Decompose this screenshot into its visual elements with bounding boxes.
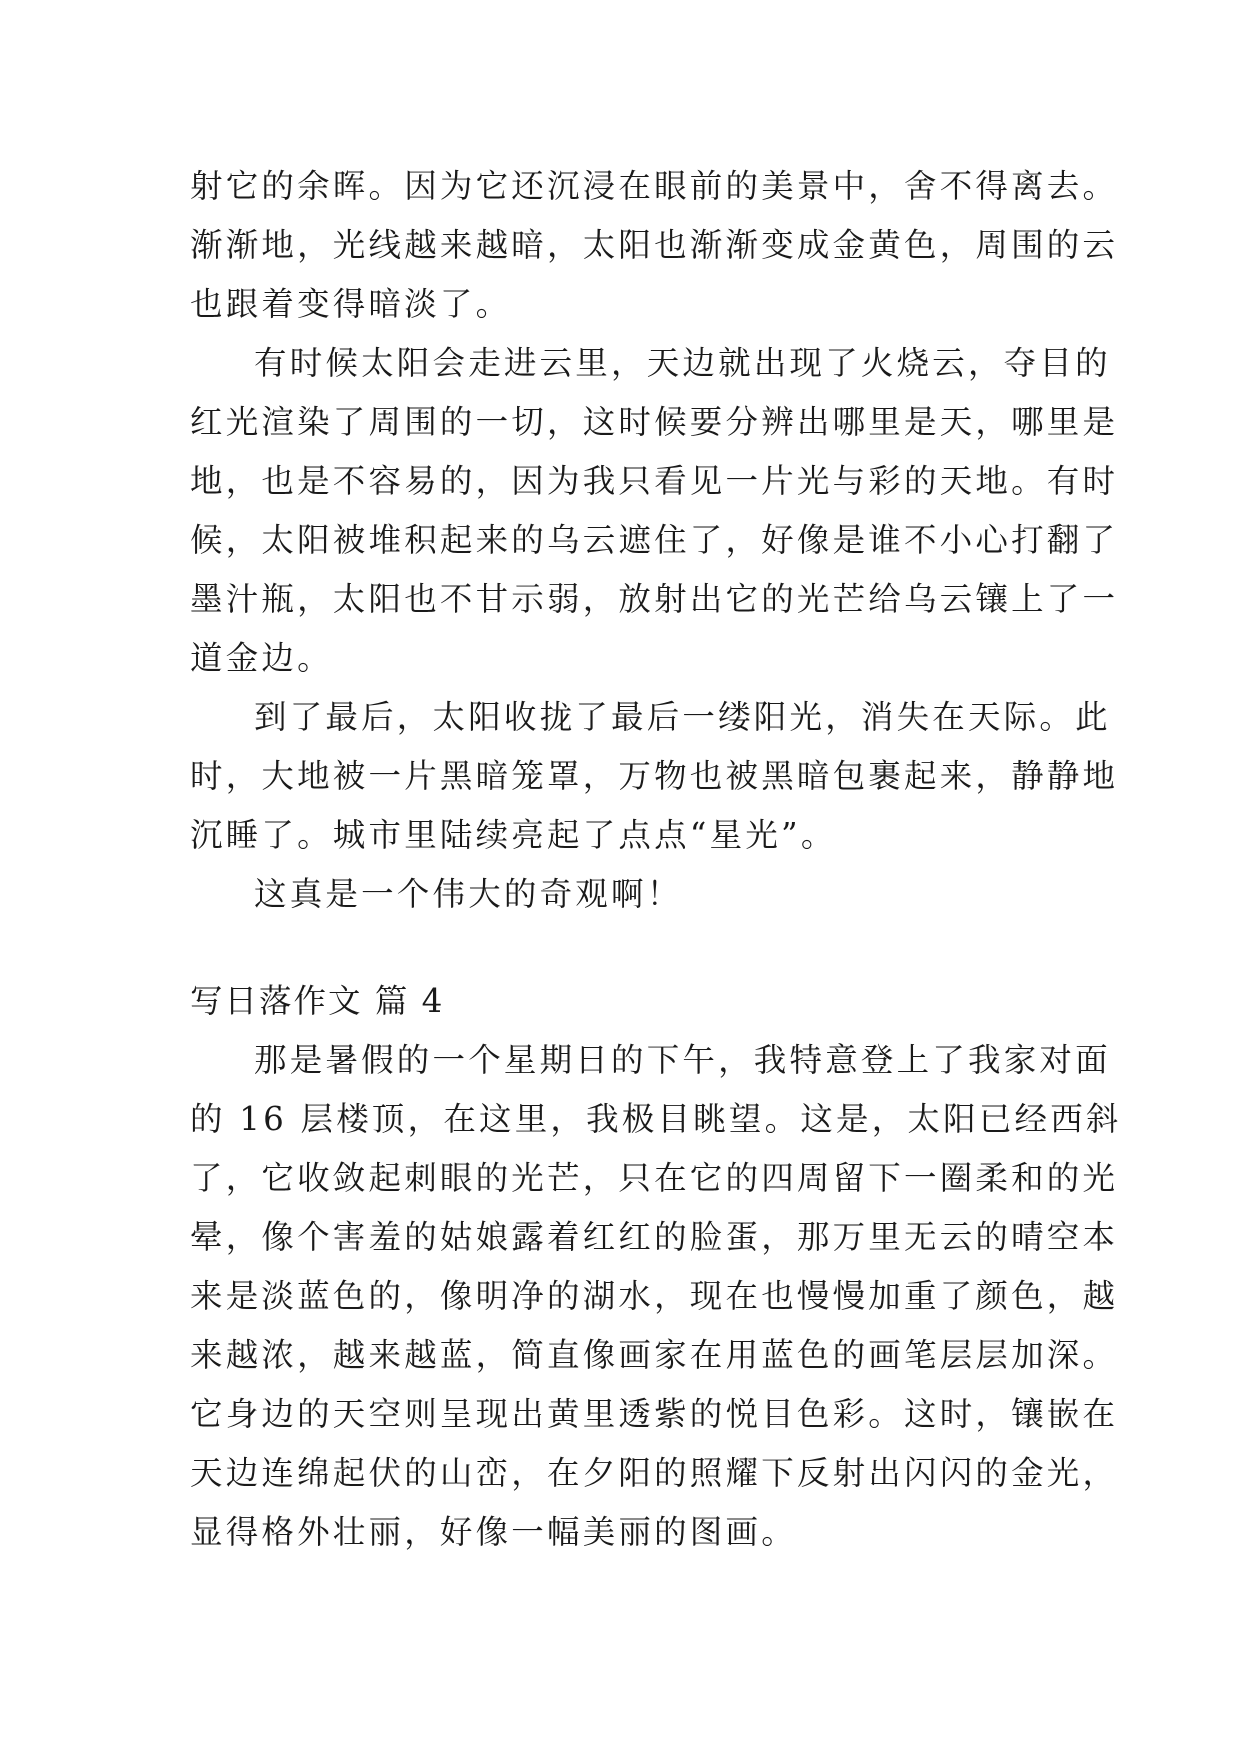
text-line: 来越浓，越来越蓝，简直像画家在用蓝色的画笔层层加深。 bbox=[190, 1336, 1119, 1374]
text-line: 射它的余晖。因为它还沉浸在眼前的美景中，舍不得离去。 bbox=[190, 167, 1119, 205]
text-line: 时，大地被一片黑暗笼罩，万物也被黑暗包裹起来，静静地 bbox=[190, 757, 1119, 795]
text-line: 沉睡了。城市里陆续亮起了点点“星光”。 bbox=[190, 816, 837, 854]
text-line: 天边连绵起伏的山峦，在夕阳的照耀下反射出闪闪的金光， bbox=[190, 1454, 1119, 1492]
text-line: 墨汁瓶，太阳也不甘示弱，放射出它的光芒给乌云镶上了一 bbox=[190, 580, 1119, 618]
text-line: 显得格外壮丽，好像一幅美丽的图画。 bbox=[190, 1513, 797, 1551]
paragraph-start-line: 这真是一个伟大的奇观啊！ bbox=[254, 875, 683, 913]
paragraph-start-line: 到了最后，太阳收拢了最后一缕阳光，消失在天际。此 bbox=[254, 698, 1111, 736]
paragraph-start-line: 有时候太阳会走进云里，天边就出现了火烧云，夺目的 bbox=[254, 344, 1111, 382]
text-line: 了，它收敛起刺眼的光芒，只在它的四周留下一圈柔和的光 bbox=[190, 1159, 1119, 1197]
text-line: 道金边。 bbox=[190, 639, 333, 677]
text-line: 晕，像个害羞的姑娘露着红红的脸蛋，那万里无云的晴空本 bbox=[190, 1218, 1119, 1256]
text-line: 来是淡蓝色的，像明净的湖水，现在也慢慢加重了颜色，越 bbox=[190, 1277, 1119, 1315]
text-line: 红光渲染了周围的一切，这时候要分辨出哪里是天，哪里是 bbox=[190, 403, 1119, 441]
section-heading: 写日落作文 篇 4 bbox=[190, 982, 445, 1020]
text-line: 也跟着变得暗淡了。 bbox=[190, 285, 512, 323]
text-line: 地，也是不容易的，因为我只看见一片光与彩的天地。有时 bbox=[190, 462, 1119, 500]
paragraph-start-line: 那是暑假的一个星期日的下午，我特意登上了我家对面 bbox=[254, 1041, 1111, 1079]
text-line: 它身边的天空则呈现出黄里透紫的悦目色彩。这时，镶嵌在 bbox=[190, 1395, 1119, 1433]
text-line: 候，太阳被堆积起来的乌云遮住了，好像是谁不小心打翻了 bbox=[190, 521, 1119, 559]
text-line: 的 16 层楼顶，在这里，我极目眺望。这是，太阳已经西斜 bbox=[190, 1100, 1122, 1138]
text-line: 渐渐地，光线越来越暗，太阳也渐渐变成金黄色，周围的云 bbox=[190, 226, 1119, 264]
